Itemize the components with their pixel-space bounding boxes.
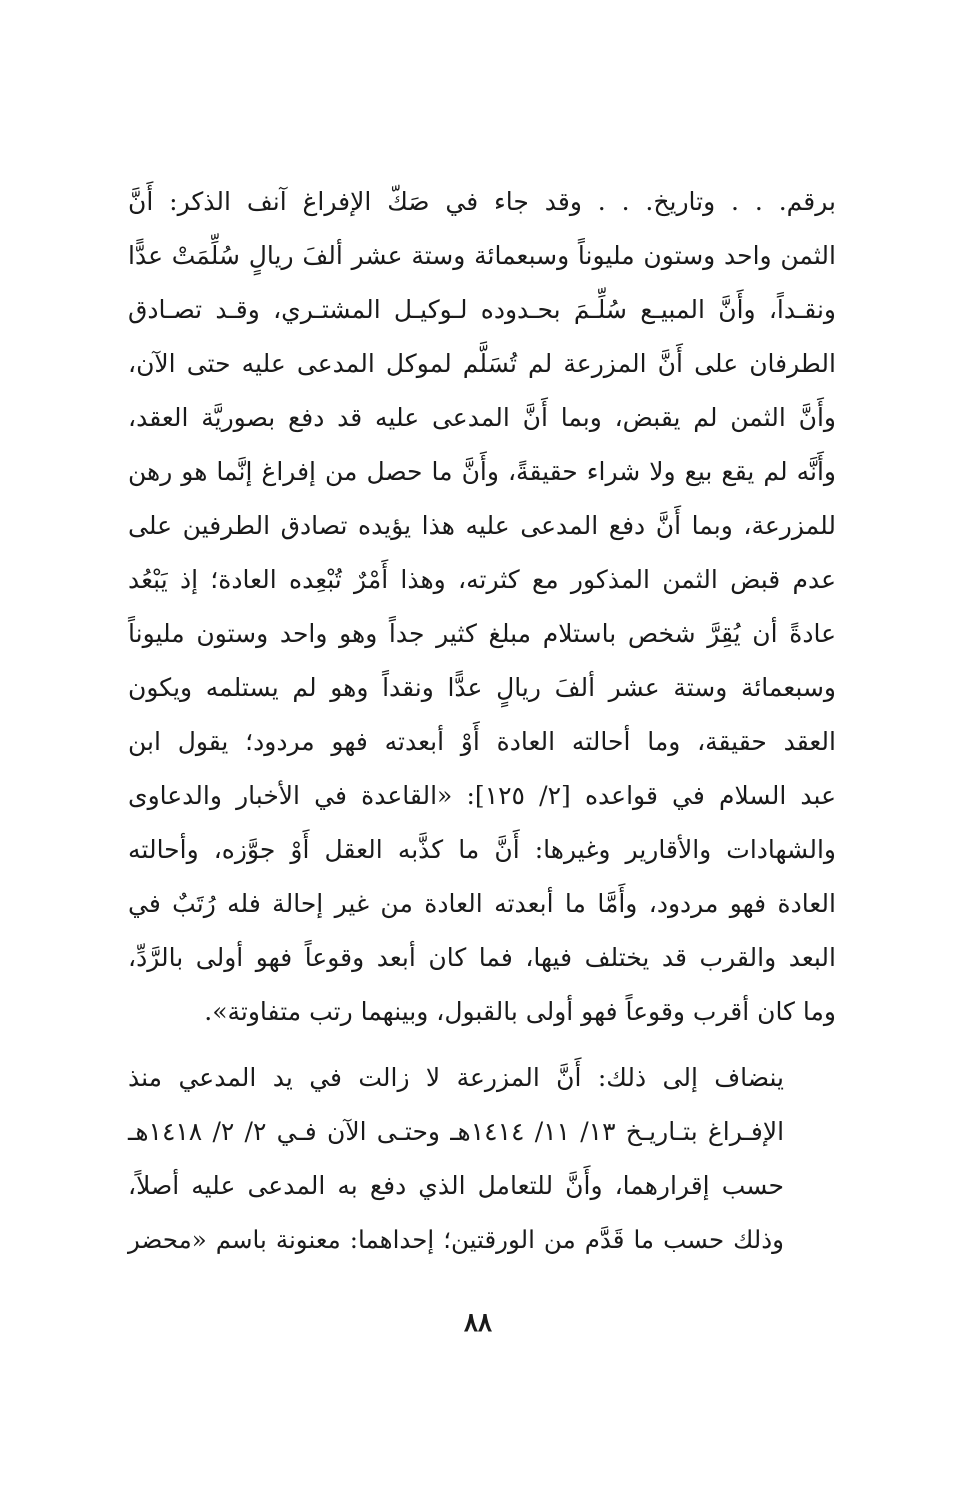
text-line: عبد السلام في قواعده [٢/ ١٢٥]: «القاعدة في الأخبار والدعاوى [128,781,837,810]
text-line: للمزرعة، وبما أَنَّ دفع المدعى عليه هذا يؤيده تصادق الطرفين على [128,511,836,540]
text-line: ينضاف إلى ذلك: أَنَّ المزرعة لا زالت في يد المدعي منذ [128,1063,784,1092]
text-line: الطرفان على أَنَّ المزرعة لم تُسَلَّم لموكل المدعى عليه حتى الآن، [128,349,836,378]
body-text [128,175,836,1267]
text-line: العادة فهو مردود، وأَمَّا ما أبعدته العادة من غير إحالة فله رُتَبٌ في [128,889,836,918]
text-line: وما كان أقرب وقوعاً فهو أولى بالقبول، وبينهما رتب متفاوتة». [204,997,836,1026]
text-line: الثمن واحد وستون مليوناً وسبعمائة وستة عشر ألفَ ريالٍ سُلِّمَتْ عدًّا [128,241,836,270]
text-line: وأَنَّ الثمن لم يقبض، وبما أَنَّ المدعى عليه قد دفع بصوريَّة العقد، [128,403,836,432]
text-line: برقم. . . وتاريخ. . . وقد جاء في صَكّ الإفراغ آنف الذكر: أَنَّ [128,187,836,216]
text-line: العقد حقيقة، وما أحالته العادة أَوْ أبعدته فهو مردود؛ يقول ابن [128,727,836,756]
text-line: والشهادات والأقارير وغيرها: أَنَّ ما كذَّبه العقل أَوْ جوَّزه، وأحالته [128,835,836,864]
paragraph-1 [128,175,836,1039]
text-line: حسب إقرارهما، وأَنَّ للتعامل الذي دفع به المدعى عليه أصلاً، [128,1171,784,1200]
paragraph-2 [128,1051,836,1267]
text-line: الإفـراغ بتـاريـخ ١٣/ ١١/ ١٤١٤هـ وحتـى الآن فـي ٢/ ٢/ ١٤١٨هـ [128,1117,785,1146]
text-line: وأَنَّه لم يقع بيع ولا شراء حقيقةً، وأَنَّ ما حصل من إفراغ إنَّما هو رهن [128,457,836,486]
page-number: ٨٨ [464,1308,492,1338]
text-line: عادةً أن يُقِرَّ شخص باستلام مبلغ كثير جداً وهو واحد وستون مليوناً [128,619,836,648]
text-line: البعد والقرب قد يختلف فيها، فما كان أبعد وقوعاً فهو أولى بالرَّدِّ، [128,943,836,972]
text-line: وذلك حسب ما قَدَّم من الورقتين؛ إحداهما: معنونة باسم «محضر [128,1225,784,1254]
text-line: وسبعمائة وستة عشر ألفَ ريالٍ عدًّا ونقداً وهو لم يستلمه ويكون [128,673,836,702]
text-line: عدم قبض الثمن المذكور مع كثرته، وهذا أَمْرٌ تُبْعِده العادة؛ إذ يَبْعُد [128,565,836,594]
text-line: ونقـداً، وأَنَّ المبيـع سُلِّـمَ بحـدوده لـوكيـل المشتـري، وقـد تصـادق [128,295,836,324]
